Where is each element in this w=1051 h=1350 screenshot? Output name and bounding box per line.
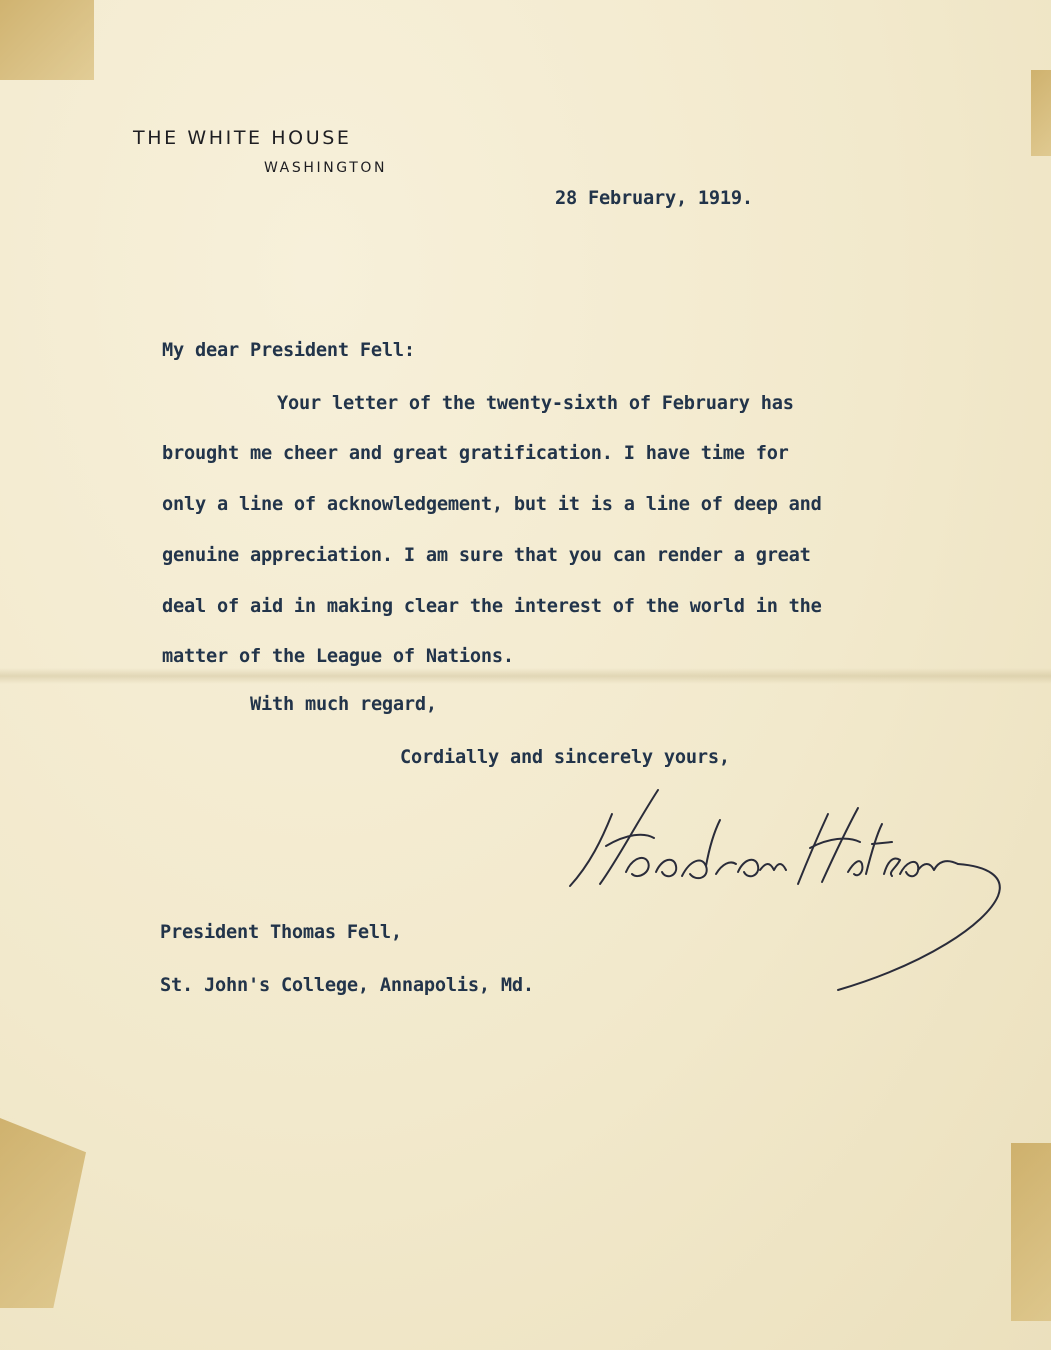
body-line: only a line of acknowledgement, but it is a line of deep and	[162, 494, 822, 515]
tape-stain-top-left	[0, 0, 94, 80]
recipient-name: President Thomas Fell,	[160, 922, 402, 943]
body-line: deal of aid in making clear the interest of the world in the	[162, 596, 822, 617]
letterhead-city: WASHINGTON	[264, 160, 388, 176]
body-line: matter of the League of Nations.	[162, 646, 514, 667]
signature-image	[566, 784, 1016, 999]
recipient-address: St. John's College, Annapolis, Md.	[160, 975, 534, 996]
tape-stain-bottom-left	[0, 1118, 86, 1308]
letter-date: 28 February, 1919.	[555, 188, 753, 209]
letterhead-title: THE WHITE HOUSE	[133, 127, 352, 149]
tape-stain-bottom-right	[1011, 1143, 1051, 1321]
salutation: My dear President Fell:	[162, 340, 415, 361]
body-line: brought me cheer and great gratification. I have time for	[162, 443, 789, 464]
tape-stain-top-right	[1031, 70, 1051, 156]
body-line: Your letter of the twenty-sixth of February has	[277, 393, 794, 414]
fold-crease	[0, 668, 1051, 684]
closing-regard: With much regard,	[250, 694, 437, 715]
body-line: genuine appreciation. I am sure that you can render a great	[162, 545, 811, 566]
closing-line: Cordially and sincerely yours,	[400, 747, 730, 768]
